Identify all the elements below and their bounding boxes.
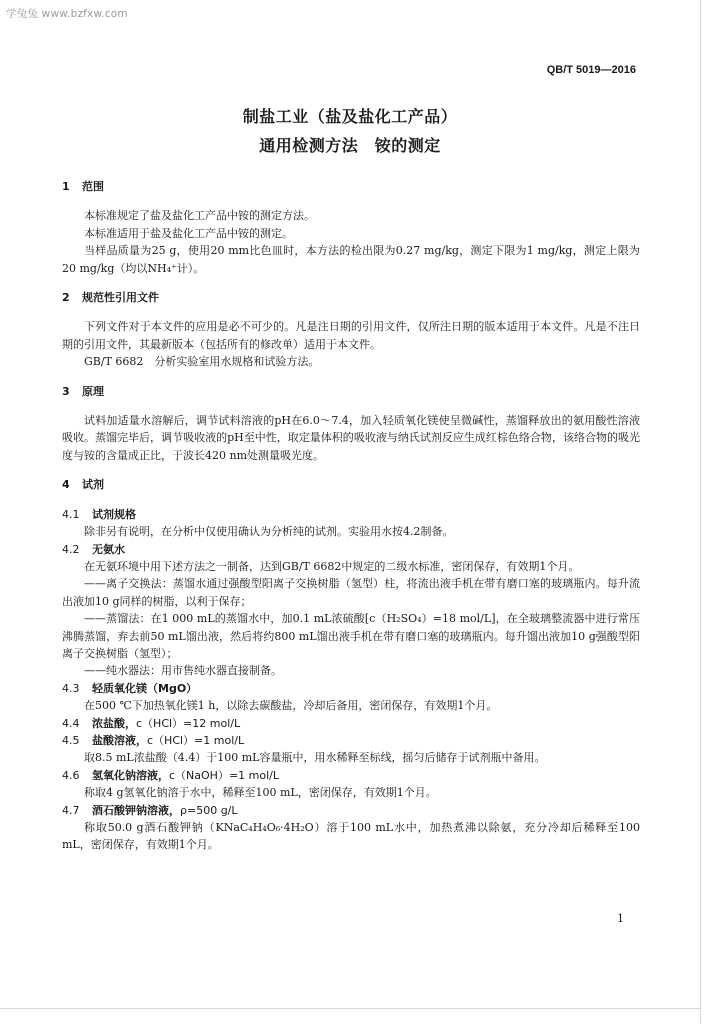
subsection-formula: ρ=500 g/L xyxy=(180,803,238,817)
paragraph: 当样品质量为25 g，使用20 mm比色皿时，本方法的检出限为0.27 mg/kg，测定下限为1 mg/kg，测定上限为20 mg/kg（均以NH₄⁺计）。 xyxy=(62,244,640,275)
subsection-number: 4.7 xyxy=(62,803,80,817)
spacer xyxy=(62,371,640,383)
spacer xyxy=(62,277,640,289)
section-heading xyxy=(62,476,640,493)
subsection-number: 4.2 xyxy=(62,542,80,556)
subsection-heading xyxy=(62,541,640,558)
section-title: 试剂 xyxy=(82,478,104,492)
paragraph: 除非另有说明，在分析中仅使用确认为分析纯的试剂。实验用水按4.2制备。 xyxy=(84,525,454,539)
subsection-formula: c（HCl）=12 mol/L xyxy=(136,716,241,730)
subsection-number: 4.6 xyxy=(62,768,80,782)
subsection-heading xyxy=(62,802,640,819)
subsection-title: 酒石酸钾钠溶液， xyxy=(92,803,180,817)
page-number: 1 xyxy=(617,912,624,925)
subsection-title: 试剂规格 xyxy=(92,507,136,521)
paragraph: 在无氨环境中用下述方法之一制备，达到GB/T 6682中规定的二级水标准，密闭保存，有效期1个月。 xyxy=(84,559,580,573)
section-number: 3 xyxy=(62,384,70,398)
section-number: 1 xyxy=(62,180,70,193)
paragraph: 试料加适量水溶解后，调节试料溶液的pH在6.0～7.4，加入轻质氧化镁使呈微碱性，蒸馏释放出的氨用酸性溶液吸收。蒸馏完毕后，调节吸收液的pH至中性，取定量体积的吸收液与纳氏试剂反应生成红棕色络合物，该络合物的吸光度与铵的含量成正比，于波长420 nm处测量吸光度。 xyxy=(62,414,640,462)
subsection-title: 浓盐酸， xyxy=(92,716,136,730)
page-edge-bottom xyxy=(0,1008,701,1009)
subsection-number: 4.4 xyxy=(62,716,80,730)
subsection-heading xyxy=(62,767,640,784)
spacer xyxy=(62,400,640,412)
section-heading xyxy=(62,289,640,306)
subsection-title: 轻质氧化镁（MgO） xyxy=(92,681,198,695)
section-title: 规范性引用文件 xyxy=(82,291,159,305)
list-item: ——纯水器法：用市售纯水器直接制备。 xyxy=(84,664,282,678)
paragraph: 称取4 g氢氧化钠溶于水中，稀释至100 mL，密闭保存，有效期1个月。 xyxy=(84,786,437,800)
spacer xyxy=(62,306,640,318)
subsection-formula: c（HCl）=1 mol/L xyxy=(147,733,245,747)
paragraph: GB/T 6682 分析实验室用水规格和试验方法。 xyxy=(84,355,320,369)
document-title-line2: 通用检测方法 铵的测定 xyxy=(259,136,441,155)
subsection-formula: c（NaOH）=1 mol/L xyxy=(169,768,279,782)
section-title: 范围 xyxy=(82,180,104,193)
paragraph: 取8.5 mL浓盐酸（4.4）于100 mL容量瓶中，用水稀释至标线，摇匀后储存于试剂瓶中备用。 xyxy=(84,751,546,765)
paragraph: 本标准适用于盐及盐化工产品中铵的测定。 xyxy=(84,226,293,240)
subsection-heading xyxy=(62,732,640,749)
section-title: 原理 xyxy=(82,384,104,398)
watermark: 学兔兔 www.bzfxw.com xyxy=(6,8,128,20)
subsection-heading xyxy=(62,715,640,732)
list-item: ——离子交换法：蒸馏水通过强酸型阳离子交换树脂（氢型）柱，将流出液手机在带有磨口塞的玻璃瓶内。每升流出液加10 g同样的树脂，以利于保存； xyxy=(62,577,640,608)
list-item: ——蒸馏法：在1 000 mL的蒸馏水中，加0.1 mL浓硫酸[c（H₂SO₄）=18 mol/L]，在全玻璃整流器中进行常压沸腾蒸馏，弃去前50 mL馏出液，然后将约800 mL馏出液手机在带有磨口塞的玻璃瓶内。每升馏出液加10 g强酸型阳离子交换树脂（氢型）； xyxy=(62,612,640,660)
spacer xyxy=(62,494,640,506)
subsection-title: 氢氧化钠溶液， xyxy=(92,768,169,782)
subsection-heading xyxy=(62,506,640,523)
paragraph: 本标准规定了盐及盐化工产品中铵的测定方法。 xyxy=(84,209,315,223)
subsection-number: 4.1 xyxy=(62,507,80,521)
section-number: 2 xyxy=(62,291,70,305)
document-title-line1: 制盐工业（盐及盐化工产品） xyxy=(242,107,458,126)
subsection-title: 无氨水 xyxy=(92,542,125,556)
spacer xyxy=(62,195,640,207)
section-heading xyxy=(62,178,640,195)
paragraph: 下列文件对于本文件的应用是必不可少的。凡是注日期的引用文件，仅所注日期的版本适用于本文件。凡是不注日期的引用文件，其最新版本（包括所有的修改单）适用于本文件。 xyxy=(62,320,640,351)
section-heading xyxy=(62,383,640,400)
subsection-number: 4.3 xyxy=(62,681,80,695)
page-edge-right xyxy=(700,0,701,1024)
subsection-number: 4.5 xyxy=(62,733,80,747)
subsection-heading xyxy=(62,680,640,697)
subsection-title: 盐酸溶液， xyxy=(92,733,147,747)
spacer xyxy=(62,464,640,476)
section-number: 4 xyxy=(62,478,70,492)
document-body xyxy=(62,178,640,854)
paragraph: 在500 ℃下加热氧化镁1 h，以除去碳酸盐，冷却后备用，密闭保存，有效期1个月。 xyxy=(84,699,498,713)
standard-number: QB/T 5019—2016 xyxy=(546,64,636,76)
paragraph: 称取50.0 g酒石酸钾钠（KNaC₄H₄O₆·4H₂O）溶于100 mL水中，加热煮沸以除氨，充分冷却后稀释至100 mL，密闭保存，有效期1个月。 xyxy=(62,821,640,852)
